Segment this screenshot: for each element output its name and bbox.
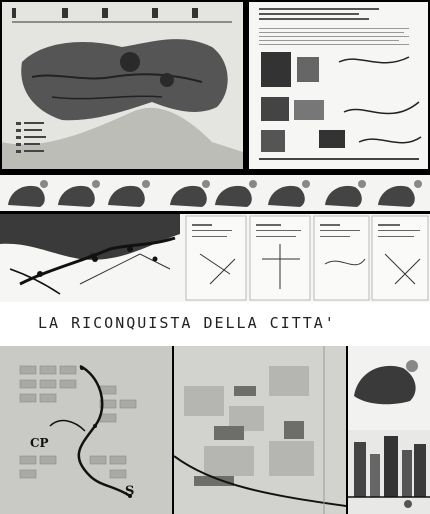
bottom-band	[0, 346, 430, 514]
district-plan-left-drawing	[0, 346, 172, 514]
page-title: LA RICONQUISTA DELLA CITTA'	[38, 314, 336, 332]
document-drawing	[249, 2, 428, 169]
top-band	[0, 0, 430, 172]
map-label-s: S	[125, 484, 135, 499]
thumbnail-strip-drawing	[0, 175, 430, 211]
map-label-cp: CP	[30, 436, 49, 450]
district-plan-left	[0, 346, 172, 514]
city-map-panel	[2, 2, 243, 169]
middle-band	[0, 214, 430, 302]
svg-text:✳: ✳	[88, 251, 97, 262]
district-plan-middle	[174, 346, 346, 514]
elevation-panel	[348, 346, 430, 514]
elevation-drawing	[348, 346, 430, 514]
thumbnail-strip	[0, 175, 430, 211]
district-plan-middle-drawing	[174, 346, 346, 514]
network-map-drawing	[0, 214, 430, 302]
document-panel	[249, 2, 428, 169]
city-map-drawing	[2, 2, 243, 169]
